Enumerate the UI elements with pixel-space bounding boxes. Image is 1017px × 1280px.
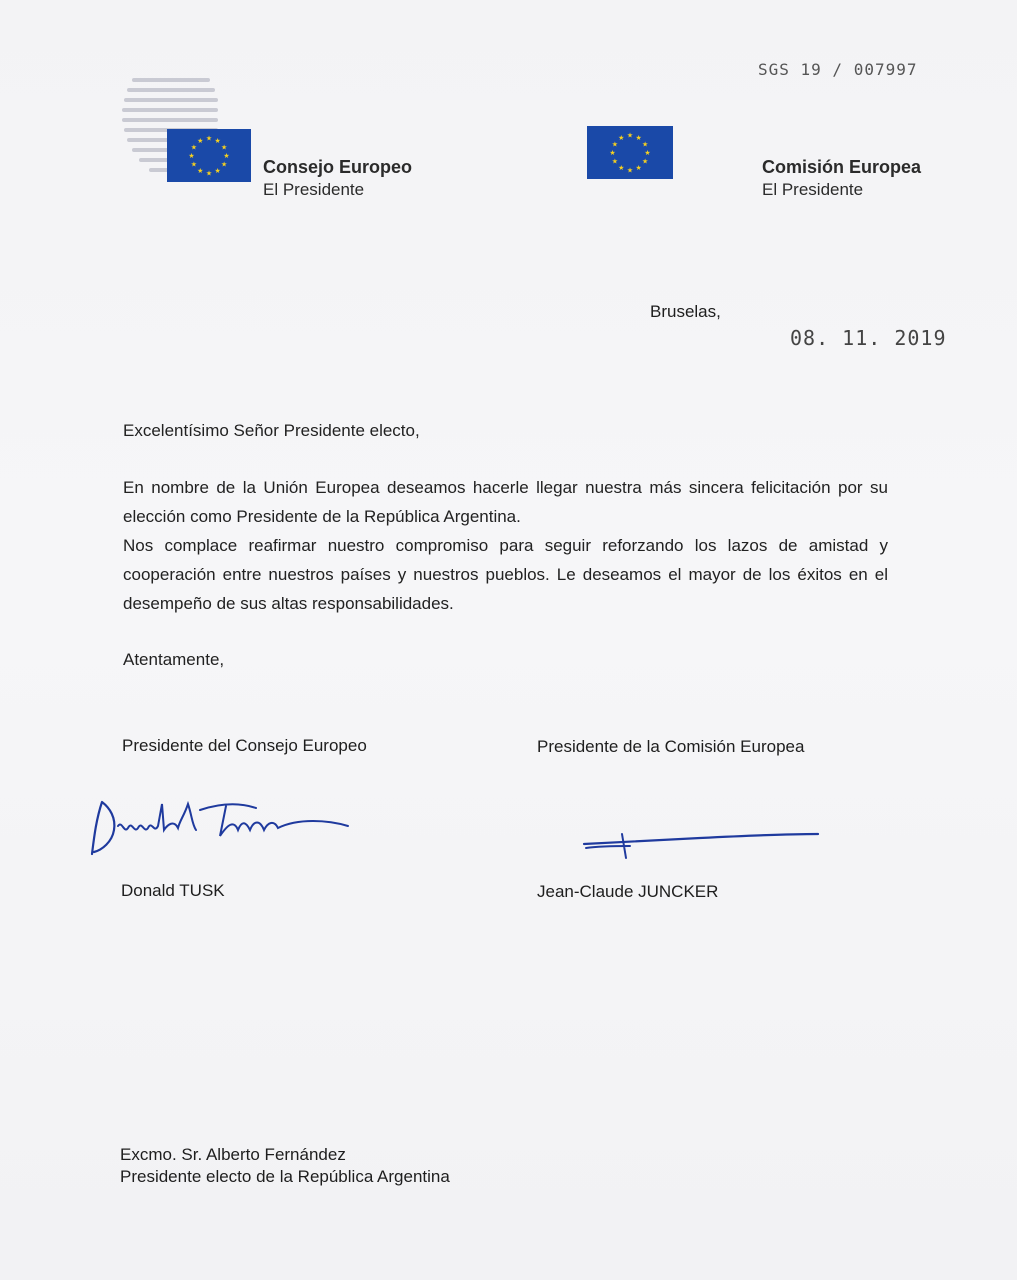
flag-star-icon: ★ (205, 170, 213, 178)
place: Bruselas, (650, 302, 721, 321)
reference-number: SGS 19 / 007997 (758, 60, 918, 79)
flag-star-icon: ★ (197, 137, 204, 145)
flag-star-icon: ★ (220, 144, 228, 152)
salutation: Excelentísimo Señor Presidente electo, (123, 421, 420, 440)
flag-star-icon: ★ (214, 137, 221, 145)
paragraph-2: Nos complace reafirmar nuestro compromiso para seguir reforzando los lazos de amistad y cooperación entre nuestros países y nuestros pueblos. Le deseamos el mayor de los éxitos en el desempeño de sus altas responsabilidades. (123, 536, 888, 613)
flag-star-icon: ★ (635, 134, 642, 142)
flag-star-icon: ★ (190, 161, 198, 169)
flag-star-icon: ★ (223, 153, 230, 160)
date-stamp: 08. 11. 2019 (790, 326, 947, 350)
recipient-title: Presidente electo de la República Argentina (120, 1167, 450, 1186)
commission-heading (762, 157, 921, 200)
letter-body (123, 473, 888, 618)
recipient-name: Excmo. Sr. Alberto Fernández (120, 1145, 346, 1164)
flag-star-icon: ★ (644, 150, 651, 157)
flag-star-icon: ★ (618, 165, 625, 173)
flag-star-icon: ★ (626, 167, 634, 175)
signature-juncker (580, 818, 825, 863)
council-eu-flag-icon (167, 129, 251, 182)
paragraph-1: En nombre de la Unión Europea deseamos hacerle llegar nuestra más sincera felicitación por su elección como Presidente de la República Argentina. (123, 478, 888, 526)
signature-tusk (88, 790, 353, 860)
flag-star-icon: ★ (635, 165, 642, 173)
signatory-role-commission: Presidente de la Comisión Europea (537, 737, 805, 756)
signatory-name-juncker: Jean-Claude JUNCKER (537, 882, 719, 901)
flag-star-icon: ★ (618, 134, 625, 142)
council-subtitle: El Presidente (263, 180, 365, 199)
flag-star-icon: ★ (611, 158, 619, 166)
council-name: Consejo Europeo (263, 157, 413, 177)
flag-star-icon: ★ (609, 150, 616, 157)
flag-star-icon: ★ (205, 135, 213, 143)
flag-star-icon: ★ (611, 141, 619, 149)
council-heading (263, 157, 412, 200)
recipient-block (120, 1144, 450, 1188)
flag-star-icon: ★ (190, 144, 198, 152)
commission-name: Comisión Europea (762, 157, 922, 177)
flag-star-icon: ★ (188, 153, 195, 160)
signatory-role-council: Presidente del Consejo Europeo (122, 736, 367, 755)
commission-subtitle: El Presidente (762, 180, 864, 199)
flag-star-icon: ★ (197, 168, 204, 176)
closing: Atentamente, (123, 650, 225, 669)
flag-star-icon: ★ (220, 161, 228, 169)
flag-star-icon: ★ (626, 132, 634, 140)
commission-eu-flag-icon (587, 126, 673, 179)
flag-star-icon: ★ (641, 158, 649, 166)
flag-star-icon: ★ (641, 141, 649, 149)
flag-star-icon: ★ (214, 168, 221, 176)
signatory-name-tusk: Donald TUSK (121, 881, 225, 900)
